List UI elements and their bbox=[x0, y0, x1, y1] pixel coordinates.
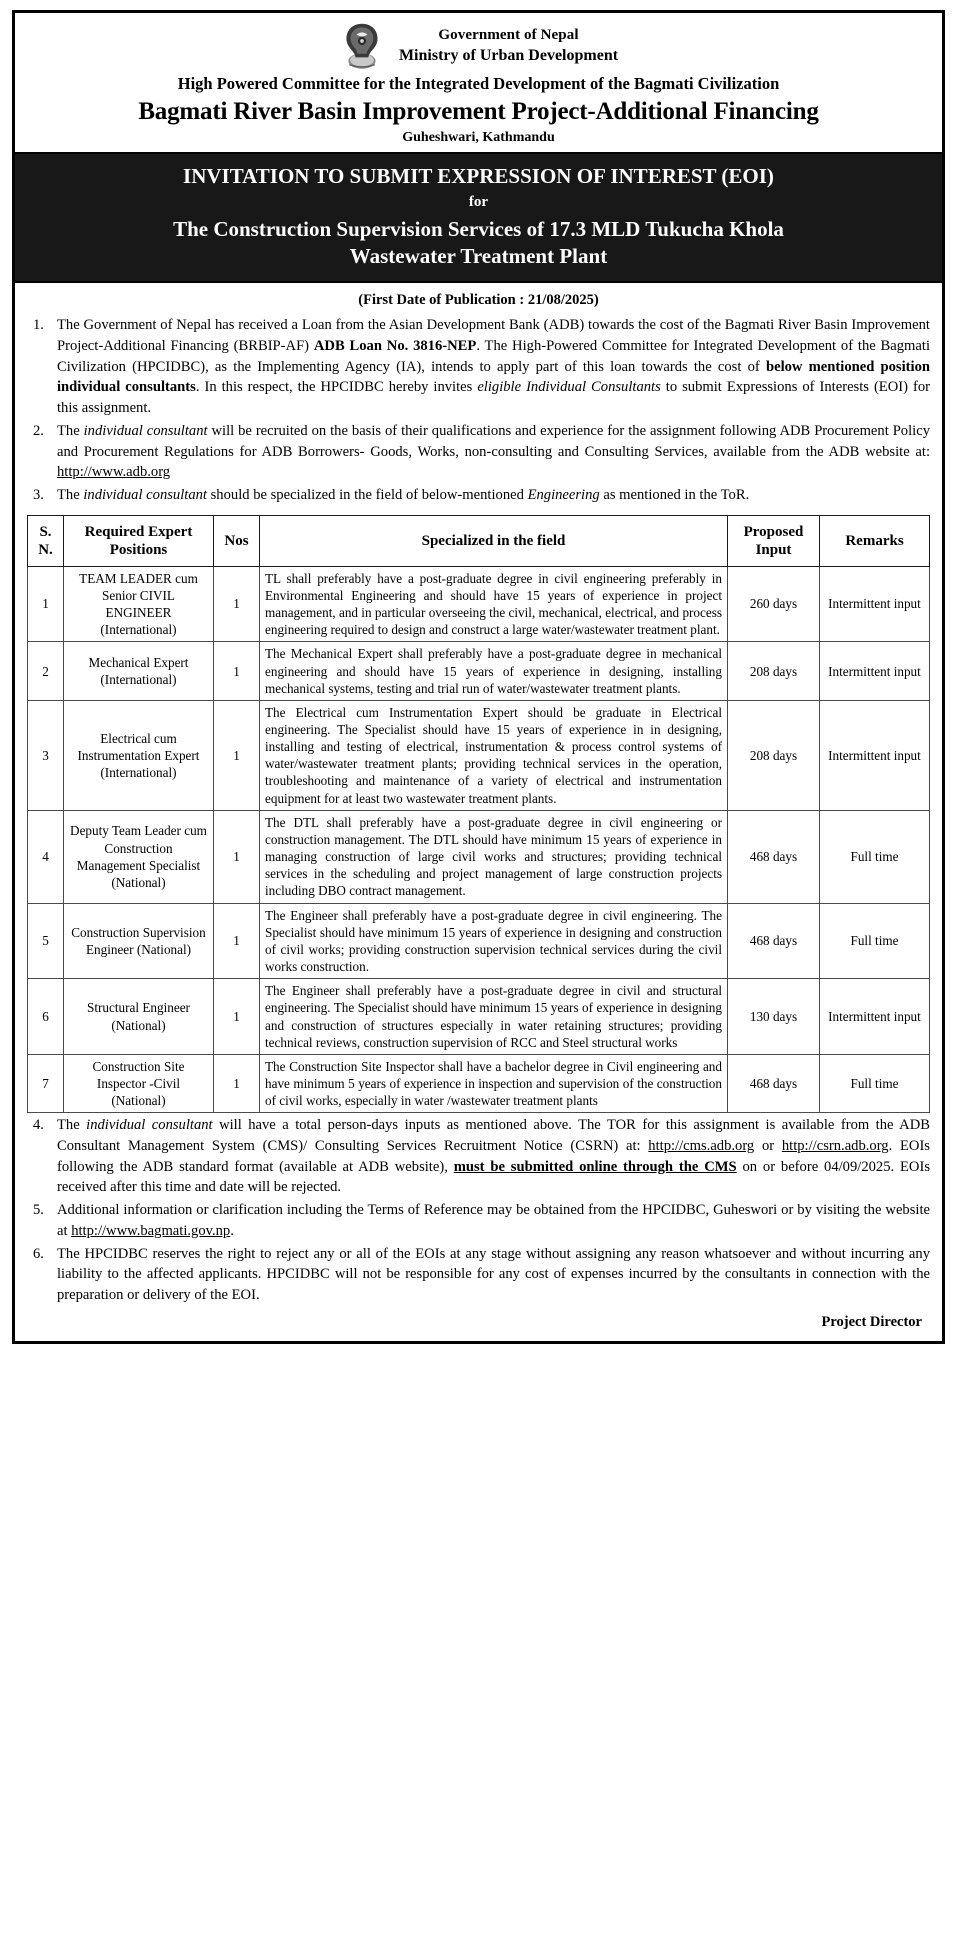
notice-body bbox=[15, 283, 942, 1340]
table-body bbox=[28, 566, 930, 1113]
clause-3-number: 3. bbox=[33, 487, 44, 504]
clause-2-text-part1: The bbox=[57, 422, 84, 439]
cell-remarks: Full time bbox=[820, 810, 930, 903]
clause-2 bbox=[27, 421, 930, 483]
cell-position: Construction Supervision Engineer (National) bbox=[64, 903, 214, 979]
clause-3 bbox=[27, 485, 930, 506]
clause-4-text-part5: on or before 04/09/2025. EOIs received after this time and date will be rejected. bbox=[57, 1158, 930, 1196]
th-serial-number bbox=[28, 515, 64, 566]
cell-specialization: The Electrical cum Instrumentation Expert should be graduate in Electrical engineering. The Specialist should have 15 years of experience in in designing, installing and testing of electrical, instrumentation & process control systems of water/wastewater treatment plants; providing technical services in the operation, troubleshooting and maintenance of a variety of electrical and instrumentation equipment for at least two wastewater treatment plants. bbox=[260, 700, 728, 810]
cell-remarks: Intermittent input bbox=[820, 700, 930, 810]
cell-nos: 1 bbox=[214, 700, 260, 810]
clause-1-number: 1. bbox=[33, 317, 44, 334]
th-input-line2: Input bbox=[755, 541, 792, 558]
th-pos-line1: Required Expert bbox=[84, 523, 193, 540]
ministry-line: Ministry of Urban Development bbox=[398, 47, 619, 65]
banner-title: INVITATION TO SUBMIT EXPRESSION OF INTEREST (EOI) bbox=[183, 163, 774, 188]
government-line: Government of Nepal bbox=[438, 27, 579, 44]
cms-adb-link[interactable]: http://cms.adb.org bbox=[648, 1138, 755, 1154]
cell-position: Construction Site Inspector -Civil (National) bbox=[64, 1054, 214, 1112]
clause-1-emphasis: below mentioned position individual consultants bbox=[57, 358, 930, 396]
clause-6 bbox=[27, 1244, 930, 1306]
clause-4-number: 4. bbox=[33, 1117, 44, 1134]
clause-4-italic: individual consultant bbox=[86, 1117, 213, 1134]
expert-positions-table bbox=[27, 515, 930, 1114]
th-sn-line1: S. bbox=[39, 523, 52, 540]
cell-nos: 1 bbox=[214, 566, 260, 642]
cell-position: Electrical cum Instrumentation Expert (International) bbox=[64, 700, 214, 810]
clause-5-number: 5. bbox=[33, 1202, 44, 1219]
table-row bbox=[28, 979, 930, 1055]
clause-5 bbox=[27, 1200, 930, 1241]
th-specialized-field: Specialized in the field bbox=[260, 515, 728, 566]
th-pos-line2: Positions bbox=[109, 541, 168, 558]
clause-2-italic: individual consultant bbox=[83, 422, 208, 439]
signatory: Project Director bbox=[821, 1313, 922, 1330]
th-input-line1: Proposed bbox=[743, 523, 804, 540]
clause-5-text-part1: Additional information or clarification including the Terms of Reference may be obtained from the HPCIDBC, Guheswori or by visiting the website at bbox=[57, 1202, 930, 1239]
cell-nos: 1 bbox=[214, 642, 260, 700]
cell-position: Structural Engineer (National) bbox=[64, 979, 214, 1055]
clause-1-text-part2: . The High-Powered Committee for Integrated Development of the Bagmati Civilization (HPCIDBC), as the Implementing Agency (IA), intends to apply part of this loan towards the cost of bbox=[57, 338, 930, 375]
table-header bbox=[28, 515, 930, 566]
clause-4 bbox=[27, 1115, 930, 1198]
cell-specialization: The DTL shall preferably have a post-graduate degree in civil engineering or construction management. The DTL should have minimum 15 years of experience in managing construction of large civil works and structures; providing technical services in the scheduling and project management of large construction projects including DBO contract management. bbox=[260, 810, 728, 903]
cell-specialization: The Engineer shall preferably have a post-graduate degree in civil engineering. The Specialist should have minimum 15 years of experience in designing and construction of civil works; providing construction supervision technical services during the civil works construction. bbox=[260, 903, 728, 979]
cell-sn: 4 bbox=[28, 810, 64, 903]
clause-3-text-part3: as mentioned in the ToR. bbox=[599, 487, 750, 504]
cell-sn: 3 bbox=[28, 700, 64, 810]
cms-submission-emphasis: must be submitted online through the CMS bbox=[453, 1158, 737, 1175]
masthead-text bbox=[399, 25, 618, 67]
cell-nos: 1 bbox=[214, 810, 260, 903]
notice-document bbox=[12, 10, 945, 1344]
table-row bbox=[28, 566, 930, 642]
cell-nos: 1 bbox=[214, 979, 260, 1055]
clause-3-text-part2: should be specialized in the field of below-mentioned bbox=[206, 487, 528, 504]
cell-remarks: Intermittent input bbox=[820, 979, 930, 1055]
cell-remarks: Full time bbox=[820, 1054, 930, 1112]
cell-specialization: The Construction Site Inspector shall have a bachelor degree in Civil engineering and have minimum 5 years of experience in inspection and supervision of the construction of civil works, especially in water /wastewater treatment plants bbox=[260, 1054, 728, 1112]
masthead-top-row bbox=[25, 21, 932, 71]
clause-2-number: 2. bbox=[33, 422, 44, 439]
office-location: Guheshwari, Kathmandu bbox=[402, 129, 555, 145]
cell-remarks: Intermittent input bbox=[820, 642, 930, 700]
cell-nos: 1 bbox=[214, 903, 260, 979]
cell-proposed-input: 208 days bbox=[728, 700, 820, 810]
cell-specialization: The Mechanical Expert shall preferably have a post-graduate degree in mechanical engineering and should have 15 years of experience in designing, installing mechanical systems, testing and trial run of water/wastewater treatment plants. bbox=[260, 642, 728, 700]
clause-list-top bbox=[27, 315, 930, 505]
adb-website-link[interactable]: http://www.adb.org bbox=[57, 464, 171, 481]
table-row bbox=[28, 1054, 930, 1112]
clause-1-text-part3: . In this respect, the HPCIDBC hereby invites bbox=[195, 379, 478, 396]
table-row bbox=[28, 810, 930, 903]
cell-position: TEAM LEADER cum Senior CIVIL ENGINEER (International) bbox=[64, 566, 214, 642]
th-proposed-input bbox=[728, 515, 820, 566]
clause-list-bottom bbox=[27, 1115, 930, 1305]
cell-proposed-input: 468 days bbox=[728, 903, 820, 979]
csrn-adb-link[interactable]: http://csrn.adb.org bbox=[781, 1138, 889, 1154]
cell-position: Mechanical Expert (International) bbox=[64, 642, 214, 700]
project-title: Bagmati River Basin Improvement Project-Additional Financing bbox=[138, 98, 819, 126]
clause-4-text-part1: The bbox=[57, 1117, 87, 1134]
clause-5-text-part2: . bbox=[230, 1222, 234, 1239]
cell-sn: 1 bbox=[28, 566, 64, 642]
bagmati-website-link[interactable]: http://www.bagmati.gov.np bbox=[71, 1222, 231, 1239]
clause-4-text-part4: . EOIs following the ADB standard format (available at ADB website), bbox=[57, 1138, 930, 1175]
clause-6-text: The HPCIDBC reserves the right to reject any or all of the EOIs at any stage without assigning any reason whatsoever and without incurring any liability to the affected applicants. HPCIDBC will not be responsible for any cost of expenses incurred by the consultants in connection with the preparation or delivery of the EOI. bbox=[57, 1245, 930, 1304]
cell-sn: 2 bbox=[28, 642, 64, 700]
cell-specialization: TL shall preferably have a post-graduate degree in civil engineering preferably in Environmental Engineering and should have 15 years of experience in project management, and in particular overseeing the civil, mechanical, electrical, and process engineering required to design and construct a large water/wastewater treatment plant. bbox=[260, 566, 728, 642]
cell-proposed-input: 208 days bbox=[728, 642, 820, 700]
cell-proposed-input: 468 days bbox=[728, 810, 820, 903]
clause-6-number: 6. bbox=[33, 1245, 44, 1262]
clause-1-italic: eligible Individual Consultants bbox=[477, 379, 661, 396]
th-sn-line2: N. bbox=[38, 541, 53, 558]
cell-sn: 6 bbox=[28, 979, 64, 1055]
table-row bbox=[28, 903, 930, 979]
table-row bbox=[28, 700, 930, 810]
clause-1 bbox=[27, 315, 930, 419]
clause-3-italic-1: individual consultant bbox=[83, 487, 207, 504]
banner-for-label: for bbox=[468, 194, 489, 211]
committee-line: High Powered Committee for the Integrated Development of the Bagmati Civilization bbox=[177, 74, 780, 93]
clause-3-text-part1: The bbox=[57, 487, 84, 504]
cell-nos: 1 bbox=[214, 1054, 260, 1112]
cell-remarks: Intermittent input bbox=[820, 566, 930, 642]
th-remarks: Remarks bbox=[820, 515, 930, 566]
cell-position: Deputy Team Leader cum Construction Management Specialist (National) bbox=[64, 810, 214, 903]
cell-sn: 7 bbox=[28, 1054, 64, 1112]
invitation-banner bbox=[15, 154, 942, 283]
cell-proposed-input: 260 days bbox=[728, 566, 820, 642]
th-nos: Nos bbox=[214, 515, 260, 566]
banner-subtitle-line1: The Construction Supervision Services of 17.3 MLD Tukucha Khola bbox=[173, 216, 784, 241]
cell-sn: 5 bbox=[28, 903, 64, 979]
clause-1-text-part4: to submit Expressions of Interests (EOI) for this assignment. bbox=[57, 379, 930, 417]
clause-4-text-part2: will have a total person-days inputs as mentioned above. The TOR for this assignment is available from the ADB Consultant Management System (CMS)/ Consulting Services Recruitment Notice (CSRN) at: bbox=[57, 1117, 930, 1154]
clause-1-loan-number: ADB Loan No. 3816-NEP bbox=[313, 338, 477, 354]
table-header-row bbox=[28, 515, 930, 566]
clause-2-text-part2: will be recruited on the basis of their qualifications and experience for the assignment following ADB Procurement Policy and Procurement Regulations for ADB Borrowers- Goods, Works, non-consulting and Consulting Services, available from the ADB website at: bbox=[57, 422, 930, 460]
cell-specialization: The Engineer shall preferably have a post-graduate degree in civil and structural engineering. The Specialist should have minimum 15 years of experience in designing and construction of structures especially in water retaining structures; providing technical reviews, construction supervision of RCC and Steel structural works bbox=[260, 979, 728, 1055]
nepal-emblem-icon bbox=[339, 21, 385, 71]
clause-1-text-part1: The Government of Nepal has received a Loan from the Asian Development Bank (ADB) towards the cost of the Bagmati River Basin Improvement Project-Additional Financing (BRBIP-AF) bbox=[57, 317, 930, 354]
cell-proposed-input: 130 days bbox=[728, 979, 820, 1055]
clause-3-italic-2: Engineering bbox=[527, 487, 600, 504]
cell-remarks: Full time bbox=[820, 903, 930, 979]
clause-4-text-part3: or bbox=[754, 1138, 782, 1154]
th-required-expert-positions bbox=[64, 515, 214, 566]
cell-proposed-input: 468 days bbox=[728, 1054, 820, 1112]
masthead bbox=[15, 13, 942, 154]
publication-date: (First Date of Publication : 21/08/2025) bbox=[358, 292, 599, 309]
banner-subtitle-line2: Wastewater Treatment Plant bbox=[349, 243, 608, 268]
table-row bbox=[28, 642, 930, 700]
